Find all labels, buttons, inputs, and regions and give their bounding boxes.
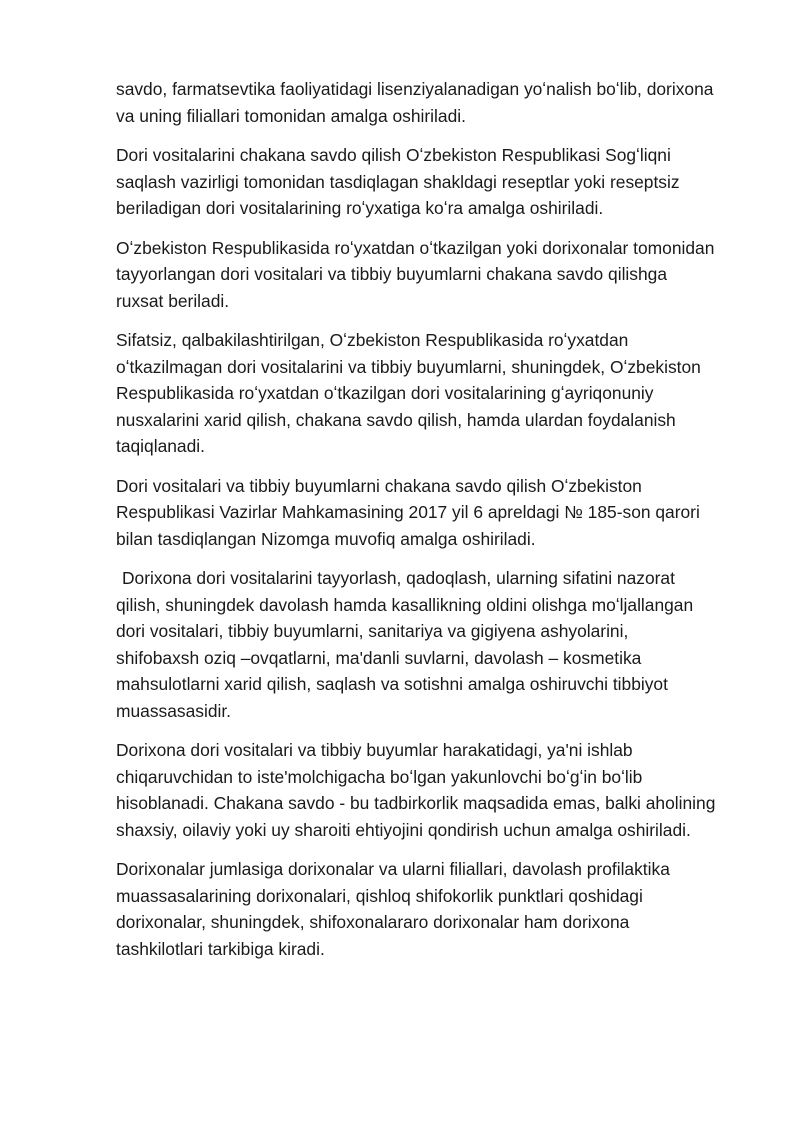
paragraph-6: Dorixona dori vositalarini tayyorlash, qadoqlash, ularning sifatini nazorat qilish, shuningdek davolash hamda kasallikning oldini olishga moʻljallangan dori vositalari, tibbiy buyumlarni, sanitariya va gigiyena ashyolarini, shifobaxsh oziq –ovqatlarni, ma'danli suvlarni, davolash – kosmetika mahsulotlarni xarid qilish, saqlash va sotishni amalga oshiruvchi tibbiyot muassasasidir.: [116, 568, 694, 721]
paragraph-5: Dori vositalari va tibbiy buyumlarni chakana savdo qilish Oʻzbekiston Respublikasi Vazirlar Mahkamasining 2017 yil 6 apreldagi № 185-son qarori bilan tasdiqlangan Nizomga muvofiq amalga oshiriladi.: [116, 475, 700, 549]
paragraph-1: savdo, farmatsevtika faoliyatidagi lisenziyalanadigan yoʻnalish boʻlib, dorixona va uning filiallari tomonidan amalga oshiriladi.: [116, 79, 714, 126]
document-page: [116, 76, 716, 975]
paragraph-3: Oʻzbekiston Respublikasida roʻyxatdan oʻtkazilgan yoki dorixonalar tomonidan tayyorlangan dori vositalari va tibbiy buyumlarni chakana savdo qilishga ruxsat beriladi.: [116, 237, 715, 311]
paragraph-2: Dori vositalarini chakana savdo qilish Oʻzbekiston Respublikasi Sogʻliqni saqlash vazirligi tomonidan tasdiqlagan shakldagi reseptlar yoki reseptsiz beriladigan dori vositalarining roʻyxatiga koʻra amalga oshiriladi.: [116, 145, 680, 218]
paragraph-8: Dorixonalar jumlasiga dorixonalar va ularni filiallari, davolash profilaktika muassasalarining dorixonalari, qishloq shifokorlik punktlari qoshidagi dorixonalar, shuningdek, shifoxonalararo dorixonalar ham dorixona tashkilotlari tarkibiga kiradi.: [116, 859, 670, 959]
paragraph-7: Dorixona dori vositalari va tibbiy buyumlar harakatidagi, ya'ni ishlab chiqaruvchidan to iste'molchigacha boʻlgan yakunlovchi boʻgʻin boʻlib hisoblanadi. Chakana savdo - bu tadbirkorlik maqsadida emas, balki aholining shaxsiy, oilaviy yoki uy sharoiti ehtiyojini qondirish uchun amalga oshiriladi.: [116, 740, 716, 840]
paragraph-4: Sifatsiz, qalbakilashtirilgan, Oʻzbekiston Respublikasida roʻyxatdan oʻtkazilmagan dori vositalarini va tibbiy buyumlarni, shuningdek, Oʻzbekiston Respublikasida roʻyxatdan oʻtkazilgan dori vositalarining gʻayriqonuniy nusxalarini xarid qilish, chakana savdo qilish, hamda ulardan foydalanish taqiqlanadi.: [116, 330, 701, 456]
